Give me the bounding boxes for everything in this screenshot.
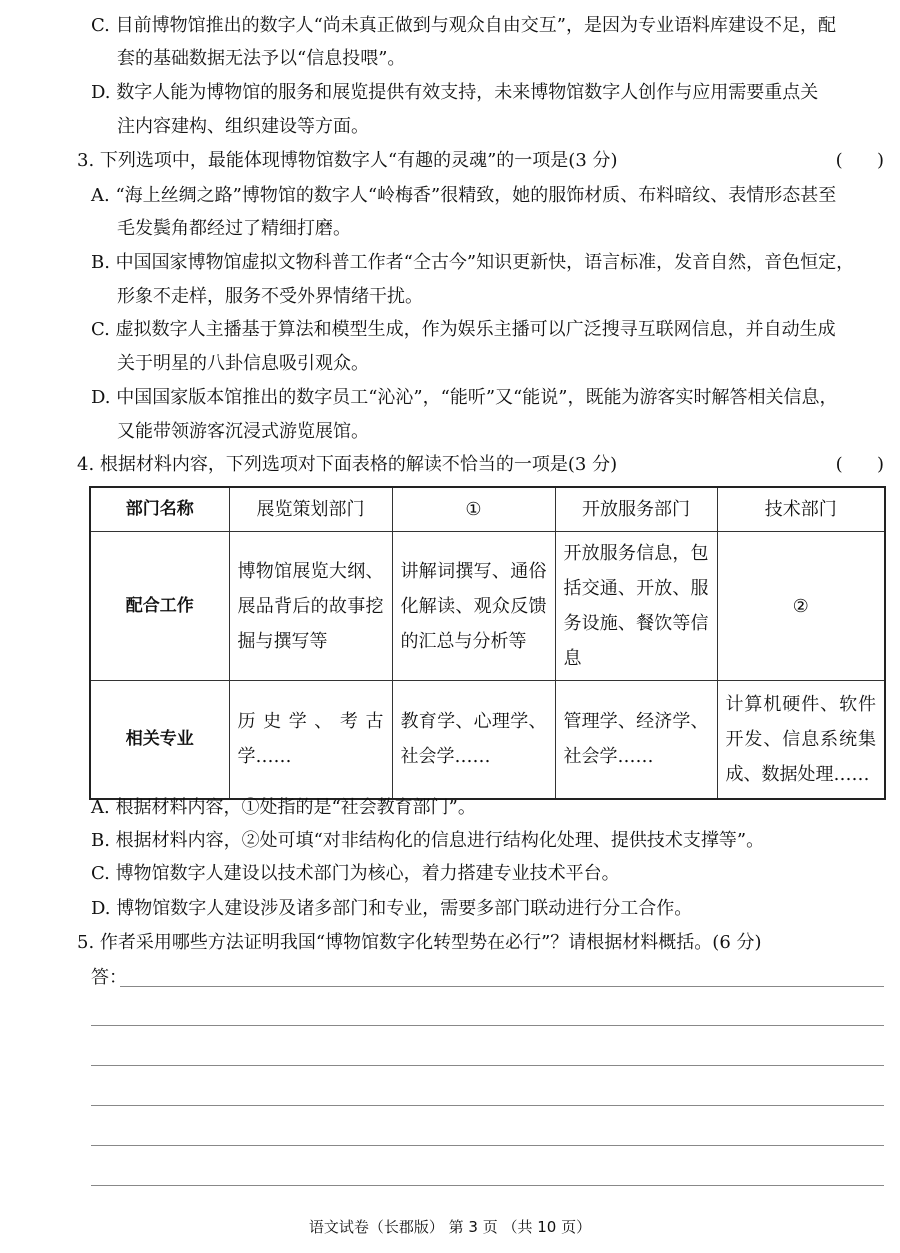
q3-option-c-line2: 关于明星的八卦信息吸引观众。 [117, 353, 369, 374]
table-header-cell: 技术部门 [717, 487, 885, 532]
table-header-cell: 部门名称 [90, 487, 229, 532]
table-cell: ② [717, 532, 885, 681]
answer-label: 答： [91, 967, 127, 988]
department-table [89, 486, 886, 800]
table-cell: 历史学、考古学…… [229, 681, 392, 799]
table-header-cell: 展览策划部门 [229, 487, 392, 532]
table-row-majors [90, 681, 885, 799]
q2-option-d-line2: 注内容建构、组织建设等方面。 [117, 116, 369, 137]
table-cell: 计算机硬件、软件开发、信息系统集成、数据处理…… [717, 681, 885, 799]
page-footer: 语文试卷（长郡版） 第 3 页 （共 10 页） [308, 1218, 592, 1236]
answer-line[interactable] [91, 1105, 884, 1106]
q4-option-b: B. 根据材料内容，②处可填“对非结构化的信息进行结构化处理、提供技术支撑等”。 [91, 830, 765, 851]
q2-option-c-line1: C. 目前博物馆推出的数字人“尚未真正做到与观众自由交互”，是因为专业语料库建设不足，配 [91, 15, 836, 36]
q4-option-c: C. 博物馆数字人建设以技术部门为核心，着力搭建专业技术平台。 [91, 863, 620, 884]
q3-answer-paren: ( ) [835, 150, 884, 171]
answer-line[interactable] [120, 986, 884, 987]
table-cell: 开放服务信息，包括交通、开放、服务设施、餐饮等信息 [555, 532, 717, 681]
q3-option-a-line2: 毛发鬓角都经过了精细打磨。 [117, 218, 351, 239]
answer-line[interactable] [91, 1025, 884, 1026]
answer-line[interactable] [91, 1065, 884, 1066]
q3-option-d-line1: D. 中国国家版本馆推出的数字员工“沁沁”，“能听”又“能说”，既能为游客实时解答相关信息， [91, 387, 838, 408]
q3-stem: 3. 下列选项中，最能体现博物馆数字人“有趣的灵魂”的一项是(3 分) [77, 150, 618, 171]
q3-option-a-line1: A. “海上丝绸之路”博物馆的数字人“岭梅香”很精致，她的服饰材质、布料暗纹、表情形态甚至 [91, 185, 837, 206]
table-header-cell: 开放服务部门 [555, 487, 717, 532]
answer-line[interactable] [91, 1145, 884, 1146]
q3-option-b-line1: B. 中国国家博物馆虚拟文物科普工作者“仝古今”知识更新快，语言标准，发音自然，音色恒定， [91, 252, 855, 273]
q4-option-a: A. 根据材料内容，①处指的是“社会教育部门”。 [91, 797, 476, 818]
q4-stem: 4. 根据材料内容，下列选项对下面表格的解读不恰当的一项是(3 分) [77, 454, 618, 475]
q3-option-b-line2: 形象不走样，服务不受外界情绪干扰。 [117, 286, 423, 307]
table-cell: 博物馆展览大纲、展品背后的故事挖掘与撰写等 [229, 532, 392, 681]
q4-option-d: D. 博物馆数字人建设涉及诸多部门和专业，需要多部门联动进行分工合作。 [91, 898, 693, 919]
table-header-cell: ① [392, 487, 555, 532]
table-header-row [90, 487, 885, 532]
q3-option-c-line1: C. 虚拟数字人主播基于算法和模型生成，作为娱乐主播可以广泛搜寻互联网信息，并自动生成 [91, 319, 836, 340]
table-row-cooperation [90, 532, 885, 681]
table-cell: 讲解词撰写、通俗化解读、观众反馈的汇总与分析等 [392, 532, 555, 681]
q2-option-c-line2: 套的基础数据无法予以“信息投喂”。 [117, 48, 406, 69]
answer-line[interactable] [91, 1185, 884, 1186]
q3-option-d-line2: 又能带领游客沉浸式游览展馆。 [117, 421, 369, 442]
table-row-label: 配合工作 [90, 532, 229, 681]
table-row-label: 相关专业 [90, 681, 229, 799]
q5-stem: 5. 作者采用哪些方法证明我国“博物馆数字化转型势在必行”？请根据材料概括。(6 分) [77, 932, 762, 953]
table-cell: 教育学、心理学、社会学…… [392, 681, 555, 799]
q4-answer-paren: ( ) [835, 454, 884, 475]
q2-option-d-line1: D. 数字人能为博物馆的服务和展览提供有效支持，未来博物馆数字人创作与应用需要重点关 [91, 82, 819, 103]
table-cell: 管理学、经济学、社会学…… [555, 681, 717, 799]
